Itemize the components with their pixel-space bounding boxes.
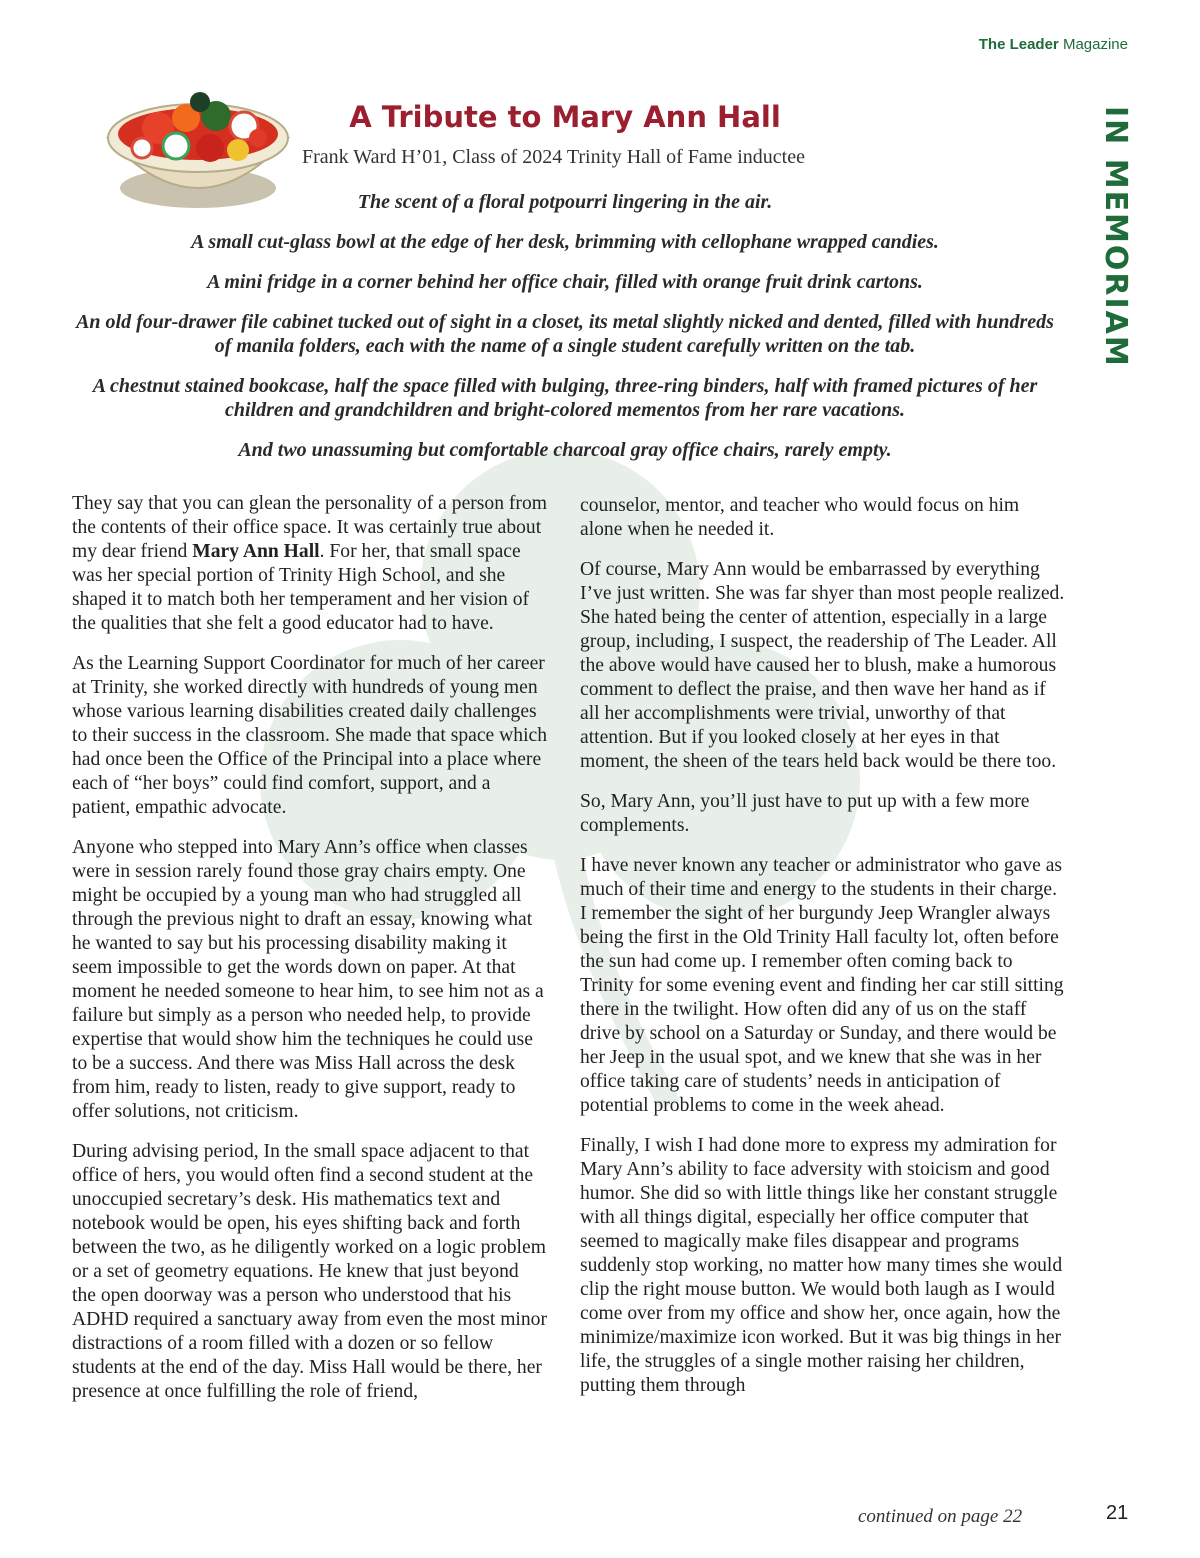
body-paragraph: Finally, I wish I had done more to express my admiration for Mary Ann’s ability to face adversity with stoicism and good humor. She did so with little things like her constant struggle with all things digital, especially her office computer that seemed to magically make files disappear and programs suddenly stop working, no matter how many times she would clip the right mouse button. We would both laugh as I would come over from my office and show her, once again, how the minimize/maximize icon worked. But it was big things in her life, the struggles of a single mother raising her children, putting them through [580, 1135, 1063, 1396]
intro-line: A mini fridge in a corner behind her office chair, filled with orange fruit drink cartons. [207, 271, 923, 293]
section-label: IN MEMORIAM [1098, 106, 1133, 368]
byline: Frank Ward H’01, Class of 2024 Trinity Hall of Fame inductee [302, 146, 805, 168]
body-paragraph [72, 492, 547, 636]
masthead-brand: The Leader [978, 36, 1059, 53]
name-emphasis: Mary Ann Hall [192, 541, 320, 562]
body-paragraph: I have never known any teacher or administrator who gave as much of their time and energy to the students in their charge. I remember the sight of her burgundy Jeep Wrangler always being the first in the Old Trinity Hall faculty lot, often before the sun had come up. I remember often coming back to Trinity for some evening event and finding her car still sitting there in the twilight. How often did any of us on the staff drive by school on a Saturday or Sunday, and there would be her Jeep in the usual spot, and we knew that she was in her office taking care of students’ needs in anticipation of potential problems to come in the week ahead. [580, 855, 1064, 1116]
body-paragraph: counselor, mentor, and teacher who would focus on him alone when he needed it. [580, 495, 1020, 540]
page-number: 21 [1106, 1502, 1129, 1524]
intro-line: The scent of a floral potpourri lingering in the air. [357, 191, 773, 213]
body-paragraph: As the Learning Support Coordinator for much of her career at Trinity, she worked directly with hundreds of young men whose various learning disabilities created daily challenges to their success in the classroom. She made that space which had once been the Office of the Principal into a place where each of “her boys” could find comfort, support, and a patient, empathic advocate. [72, 653, 548, 818]
right-column [580, 494, 1065, 1414]
body-paragraph: Anyone who stepped into Mary Ann’s office when classes were in session rarely found those gray chairs empty. One might be occupied by a young man who had struggled all through the previous night to draft an essay, knowing what he wanted to say but his processing disability making it seem impossible to get the words down on paper. At that moment he needed someone to hear him, to see him not as a failure but simply as a person who needed help, to provide expertise that would show him the techniques he could use to be a success. And there was Miss Hall across the desk from him, ready to listen, ready to give support, ready to offer solutions, not criticism. [72, 837, 544, 1122]
intro-line: A chestnut stained bookcase, half the space filled with bulging, three-ring binders, half with framed pictures of her children and grandchildren and bright-colored mementos from her rare vacations. [92, 375, 1038, 421]
intro-line: A small cut-glass bowl at the edge of her desk, brimming with cellophane wrapped candies. [191, 231, 939, 253]
masthead-suffix: Magazine [1062, 36, 1128, 53]
body-paragraph: Of course, Mary Ann would be embarrassed by everything I’ve just written. She was far shyer than most people realized. She hated being the center of attention, especially in a large group, including, I suspect, the readership of The Leader. All the above would have caused her to blush, make a humorous comment to deflect the praise, and then wave her hand as if all her accomplishments were trivial, unworthy of that attention. But if you looked closely at her eyes in that moment, the sheen of the tears held back would be there too. [580, 559, 1065, 772]
continued-note: continued on page 22 [858, 1506, 1023, 1527]
intro-verses [70, 190, 1060, 478]
text-run: They say that you can glean the personality of a person from the contents of their office space. It was certainly true about my dear friend [72, 493, 547, 562]
article-title: A Tribute to Mary Ann Hall [349, 100, 781, 134]
intro-line: And two unassuming but comfortable charcoal gray office chairs, rarely empty. [238, 439, 892, 461]
masthead [979, 36, 1128, 53]
body-paragraph: During advising period, In the small space adjacent to that office of hers, you would often find a second student at the unoccupied secretary’s desk. His mathematics text and notebook would be open, his eyes shifting back and forth between the two, as he diligently worked on a logic problem or a set of geometry equations. He knew that just beyond the open doorway was a person who understood that his ADHD required a sanctuary away from even the most minor distractions of a room filled with a dozen or so fellow students at the end of the day. Miss Hall would be there, her presence at once fulfilling the role of friend, [72, 1141, 547, 1402]
text-run: . For her, that small space was her special portion of Trinity High School, and she shaped it to match both her temperament and her vision of the qualities that she felt a good educator had to have. [72, 541, 530, 634]
body-paragraph: So, Mary Ann, you’ll just have to put up with a few more complements. [580, 791, 1030, 836]
left-column [72, 492, 547, 1420]
intro-line: An old four-drawer file cabinet tucked out of sight in a closet, its metal slightly nicked and dented, filled with hundreds of manila folders, each with the name of a single student carefully written on the tab. [76, 311, 1054, 357]
